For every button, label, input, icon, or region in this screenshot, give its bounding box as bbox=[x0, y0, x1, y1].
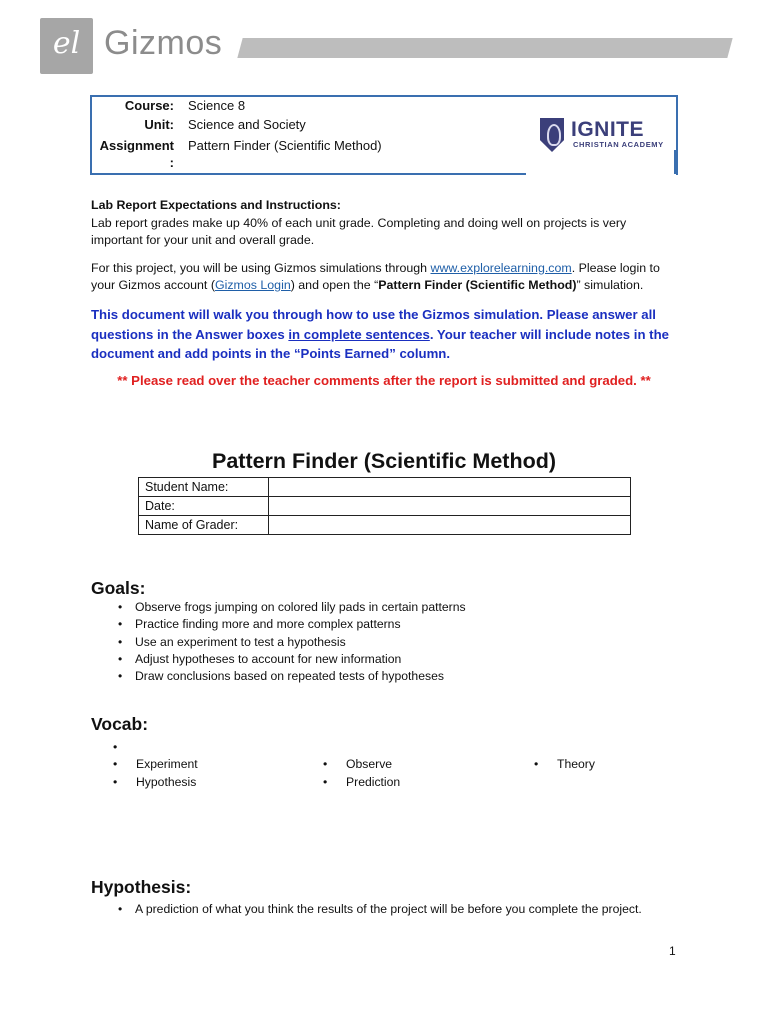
list-item: • Prediction bbox=[323, 774, 400, 792]
grader-label: Name of Grader: bbox=[139, 516, 269, 535]
list-item: • Draw conclusions based on repeated tests of hypotheses bbox=[91, 668, 466, 685]
list-item: • Observe frogs jumping on colored lily pads in certain patterns bbox=[91, 599, 466, 616]
list-item: • Experiment bbox=[113, 756, 198, 774]
school-name: IGNITE bbox=[571, 118, 645, 141]
date-label: Date: bbox=[139, 497, 269, 516]
table-row bbox=[139, 497, 631, 516]
vocab-column-1 bbox=[113, 756, 198, 791]
date-field[interactable] bbox=[269, 497, 631, 516]
goals-list bbox=[91, 599, 466, 685]
page-title: Pattern Finder (Scientific Method) bbox=[211, 449, 557, 473]
student-name-field[interactable] bbox=[269, 478, 631, 497]
hypothesis-list bbox=[91, 901, 642, 918]
list-item: • Hypothesis bbox=[113, 774, 198, 792]
list-item: • Practice finding more and more complex patterns bbox=[91, 616, 466, 633]
instructions-blue-note: This document will walk you through how to use the Gizmos simulation. Please answer all questions in the Answer boxes in complete sentences. Your teacher will include notes in the document and add points in the “Points Earned” column. bbox=[91, 307, 669, 361]
list-item: • Use an experiment to test a hypothesis bbox=[91, 634, 466, 651]
vocab-column-3 bbox=[534, 756, 595, 774]
course-label: Course: bbox=[124, 98, 174, 113]
course-value: Science 8 bbox=[188, 98, 246, 113]
hypothesis-heading: Hypothesis: bbox=[91, 877, 192, 897]
page-number: 1 bbox=[669, 944, 676, 958]
list-item: • Adjust hypotheses to account for new information bbox=[91, 651, 466, 668]
vocab-heading: Vocab: bbox=[91, 714, 149, 734]
teacher-comments-note: ** Please read over the teacher comments after the report is submitted and graded. ** bbox=[117, 373, 651, 388]
assignment-label: Assignment bbox=[99, 138, 174, 153]
table-row bbox=[139, 478, 631, 497]
info-box-border bbox=[674, 150, 676, 174]
gizmos-logo bbox=[40, 18, 93, 74]
list-item: • A prediction of what you think the results of the project will be before you complete the project. bbox=[91, 901, 642, 918]
instructions-heading: Lab Report Expectations and Instructions: bbox=[91, 198, 341, 212]
brand-name: Gizmos bbox=[104, 24, 223, 62]
el-logo-icon: el bbox=[52, 26, 81, 61]
info-box-border bbox=[90, 173, 526, 175]
vocab-column-2 bbox=[323, 756, 400, 791]
school-subtitle: CHRISTIAN ACADEMY bbox=[573, 140, 664, 149]
table-row bbox=[139, 516, 631, 535]
explorelearning-link[interactable]: www.explorelearning.com bbox=[430, 261, 572, 275]
list-item: • Theory bbox=[534, 756, 595, 774]
header-bar bbox=[237, 38, 732, 58]
list-item: • Observe bbox=[323, 756, 400, 774]
assignment-value: Pattern Finder (Scientific Method) bbox=[188, 138, 382, 153]
student-name-label: Student Name: bbox=[139, 478, 269, 497]
instructions-paragraph-1: Lab report grades make up 40% of each unit grade. Completing and doing well on projects is very important for your unit and overall grade. bbox=[91, 216, 627, 247]
instructions-paragraph-2: For this project, you will be using Gizmos simulations through www.explorelearning.com. Please login to your Gizmos account (Gizmos Login) and open the “Pattern Finder (Scientific Method)” simulation. bbox=[91, 261, 660, 292]
unit-value: Science and Society bbox=[188, 117, 306, 132]
goals-heading: Goals: bbox=[91, 578, 146, 598]
flame-icon bbox=[547, 124, 561, 146]
gizmos-login-link[interactable]: Gizmos Login bbox=[214, 278, 291, 292]
assignment-colon: : bbox=[169, 155, 174, 170]
student-info-table bbox=[138, 477, 631, 535]
unit-label: Unit: bbox=[144, 117, 174, 132]
grader-field[interactable] bbox=[269, 516, 631, 535]
